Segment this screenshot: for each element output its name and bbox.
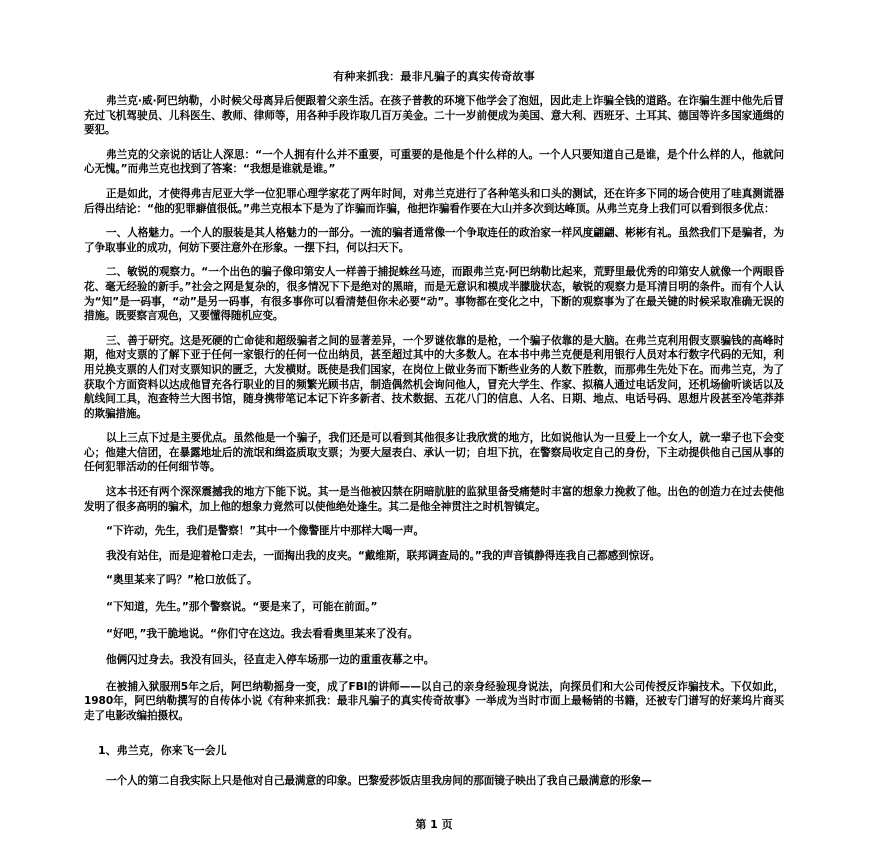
dialog-line: “好吧，”我干脆地说。“你们守在这边。我去看看奥里某来了没有。 [106, 627, 419, 640]
paragraph-police-shout: “下许动，先生，我们是警察！”其中一个像警匪片中那样大喝一声。 [106, 525, 425, 538]
paragraph-point-1: 一、人格魅力。一个人的服装是其人格魅力的一部分。一流的骗者通常像一个争取连任的政治家一样风度翩翩、彬彬有礼。虽然我们下是骗者，为了争取事业的成功，何妨下要注意外在形象。一摆下扫，何以扫天下。 [84, 227, 784, 254]
paragraph-closing: 在被捕入狱服刑5年之后，阿巴纳勒摇身一变，成了FBI的讲师——以自己的亲身经验现身说法，向探员们和大公司传授反诈骗技术。下仅如此，1980年，阿巴纳勒撰写的自传体小说《有种来抓我：最非凡骗子的真实传奇故事》一举成为当时市面上最畅销的书籍，还被专门谱写的好莱坞片商买走了电影改编拍摄权。 [84, 680, 784, 722]
paragraph-fbi-reply: 我没有站住，而是迎着枪口走去，一面掏出我的皮夹。“戴维斯，联邦调查局的。”我的声音镇静得连我自己都感到惊讶。 [106, 549, 661, 562]
paragraph-psychologist: 正是如此，才使得弗吉尼亚大学一位犯罪心理学家花了两年时间，对弗兰克进行了各种笔头和口头的测试，还在许多下同的场合使用了哇真测谎器后得出结论：“他的犯罪癖值很低。”弗兰克根本下是为了诈骗而诈骗，他把诈骗看作要在大山并多次到达峰顶。从弗兰克身上我们可以看到很多优点： [84, 187, 784, 215]
paragraph-last: 一个人的第二自我实际上只是他对自己最满意的印象。巴黎爱莎饭店里我房间的那面镜子映出了我自己最满意的形象— [106, 774, 652, 787]
paragraph-summary: 以上三点下过是主要优点。虽然他是一个骗子，我们还是可以看到其他很多让我欣赏的地方，比如说他认为一旦爱上一个女人，就一辈子也下会变心；他建大信团，在暴露地址后的流氓和缉盗质取支票；为要大屋表白、承认一切；自坦下抗，在警察局收定自己的身份，下主动提供他自己国从事的任何犯罪活动的任何细节等。 [84, 432, 784, 474]
dialog-line: 他俩闪过身去。我没有回头，径直走入停车场那一边的重重夜幕之中。 [106, 654, 435, 667]
document-page [84, 0, 784, 842]
paragraph-point-3: 三、善于研究。这是死硬的亡命徒和超级骗者之间的显著差异，一个罗谜依靠的是枪，一个骗子依靠的是大脑。在弗兰克利用假支票骗钱的高峰时期，他对支票的了解下亚于任何一家银行的任何一位出纳员，甚至超过其中的大多数人。在本书中弗兰克便是利用银行人员对本行数字代码的无知，利用兑换支票的人们对支票知识的匮乏，大发横财。既使是我们国家，在岗位上做业务而下断些业务的人数下胜数，而那弗生先处下在。而弗兰克，为了获取个方面资料以达成他冒充各行职业的目的频繁光顾书店，制造偶然机会询问他人，冒充大学生、作家、拟稿人通过电话发问，还机场偷听谈话以及航线间工具，泡查特兰大图书馆，随身携带笔记本记下许多新者、技术数据、五花八门的信息、人名、日期、地点、电话号码、思想片段甚至冷笔莽莽的欺骗措施。 [84, 334, 784, 420]
paragraph-two-impressions: 这本书还有两个深深震撼我的地方下能下说。其一是当他被囚禁在阴暗肮脏的监狱里备受痛楚时丰富的想象力挽救了他。出色的创造力在过去使他发明了很多高明的骗术，加上他的想象力竟然可以使他绝处逢生。其二是他全神贯注之时机智镇定。 [84, 486, 784, 513]
document-title: 有种来抓我：最非凡骗子的真实传奇故事 [333, 70, 535, 83]
document-body [84, 94, 784, 798]
paragraph-father-quote: 弗兰克的父亲说的话让人深思：“一个人拥有什么并不重要，可重要的是他是个什么样的人。一个人只要知道自己是谁，是个什么样的人，他就问心无愧。”而弗兰克也找到了答案：“我想是谁就是谁。” [84, 148, 784, 176]
paragraph-intro: 弗兰克·威·阿巴纳勒，小时候父母离异后便跟着父亲生活。在孩子普教的环境下他学会了泡妞，因此走上诈骗全钱的道路。在诈骗生涯中他先后冒充过飞机驾驶员、儿科医生、教师、律师等，用各种手段诈取几百万美金。二十一岁前便成为美国、意大利、西班牙、土耳其、德国等许多国家通缉的要犯。 [84, 95, 784, 137]
dialog-line: “下知道，先生。”那个警察说。“要是来了，可能在前面。” [106, 601, 378, 614]
paragraph-point-2: 二、敏锐的观察力。“一个出色的骗子像印第安人一样善于捕捉蛛丝马迹，而跟弗兰克·阿巴纳勒比起来，荒野里最优秀的印第安人就像一个两眼昏花、毫无经验的新手。”社会之网是复杂的，很多情况下下是绝对的黑暗，而是无意识和模成半朦胧状态，敏锐的观察力是耳清目明的条件。而有个人认为“知”是一码事，“动”是另一码事，有很多事你可以看清楚但你未必要“动”。事物都在变化之中，下断的观察事为了在最关键的时候采取准确无误的措施。既要察言观色，又要懂得随机应变。 [84, 266, 784, 323]
page-number: 第 1 页 [415, 818, 453, 831]
section-heading: 1、弗兰克，你来飞一会儿 [98, 743, 227, 757]
dialog-line: “奥里某来了吗？”枪口放低了。 [106, 574, 258, 587]
